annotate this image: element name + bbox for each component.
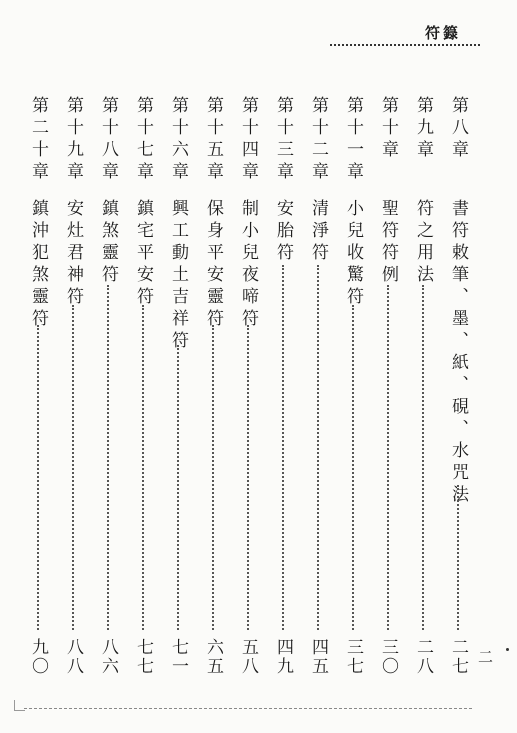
dot-leader [72,305,74,630]
toc-entry [168,96,188,676]
toc-entry [413,96,433,676]
chapter-title: 鎮宅平安符 [133,199,153,309]
print-speck [506,648,509,651]
page-ref: 七七 [133,638,153,676]
chapter-title: 安胎符 [273,199,293,265]
toc-entry [308,96,328,676]
chapter-label: 第十四章 [238,96,258,184]
chapter-label: 第十三章 [273,96,293,184]
dot-leader [352,305,354,630]
running-head-title: 符籙 [424,24,461,42]
page-ref: 四五 [308,638,328,676]
toc-entry [343,96,363,676]
dot-leader [142,305,144,630]
chapter-label: 第十六章 [168,96,188,184]
page-ref: 三七 [343,638,363,676]
chapter-label: 第十章 [378,96,398,162]
chapter-label: 第二十章 [28,96,48,184]
chapter-title: 興工動土吉祥符 [168,199,188,353]
chapter-title: 書符敕筆、墨、紙、硯、水咒法 [448,199,468,507]
dot-leader [247,325,249,630]
page-ref: 八八 [63,638,83,676]
toc-entry [448,96,468,676]
chapter-label: 第九章 [413,96,433,162]
dot-leader [457,485,459,630]
chapter-label: 第十五章 [203,96,223,184]
chapter-label: 第八章 [448,96,468,162]
page-ref: 二七 [448,638,468,676]
chapter-title: 符之用法 [413,199,433,287]
page-ref: 二八 [413,638,433,676]
chapter-title: 小兒收驚符 [343,199,363,309]
table-of-contents [28,96,468,676]
toc-entry [133,96,153,676]
chapter-label: 第十一章 [343,96,363,184]
chapter-title: 保身平安靈符 [203,199,223,331]
page-ref: 四九 [273,638,293,676]
dot-leader [422,285,424,630]
chapter-label: 第十八章 [98,96,118,184]
dot-leader [107,285,109,630]
page-ref: 六五 [203,638,223,676]
dot-leader [282,265,284,630]
toc-entry [63,96,83,676]
dot-leader [177,345,179,630]
toc-entry [28,96,48,676]
chapter-label: 第十九章 [63,96,83,184]
toc-entry [378,96,398,676]
chapter-label: 第十七章 [133,96,153,184]
page-ref: 七一 [168,638,188,676]
chapter-title: 清淨符 [308,199,328,265]
dot-leader [387,285,389,630]
dot-leader [317,265,319,630]
chapter-title: 制小兒夜啼符 [238,199,258,331]
toc-entry [238,96,258,676]
crop-mark [14,700,25,711]
page-number: 二 [477,648,493,666]
page-ref: 五八 [238,638,258,676]
page-ref: 三〇 [378,638,398,676]
header-rule [330,44,480,46]
bottom-rule [24,708,472,709]
page-ref: 九〇 [28,638,48,676]
toc-entry [273,96,293,676]
chapter-title: 鎮沖犯煞靈符 [28,199,48,331]
toc-entry [203,96,223,676]
dot-leader [37,325,39,630]
chapter-title: 聖符符例 [378,199,398,287]
chapter-title: 安灶君神符 [63,199,83,309]
chapter-label: 第十二章 [308,96,328,184]
chapter-title: 鎮煞靈符 [98,199,118,287]
dot-leader [212,325,214,630]
page-ref: 八六 [98,638,118,676]
toc-entry [98,96,118,676]
